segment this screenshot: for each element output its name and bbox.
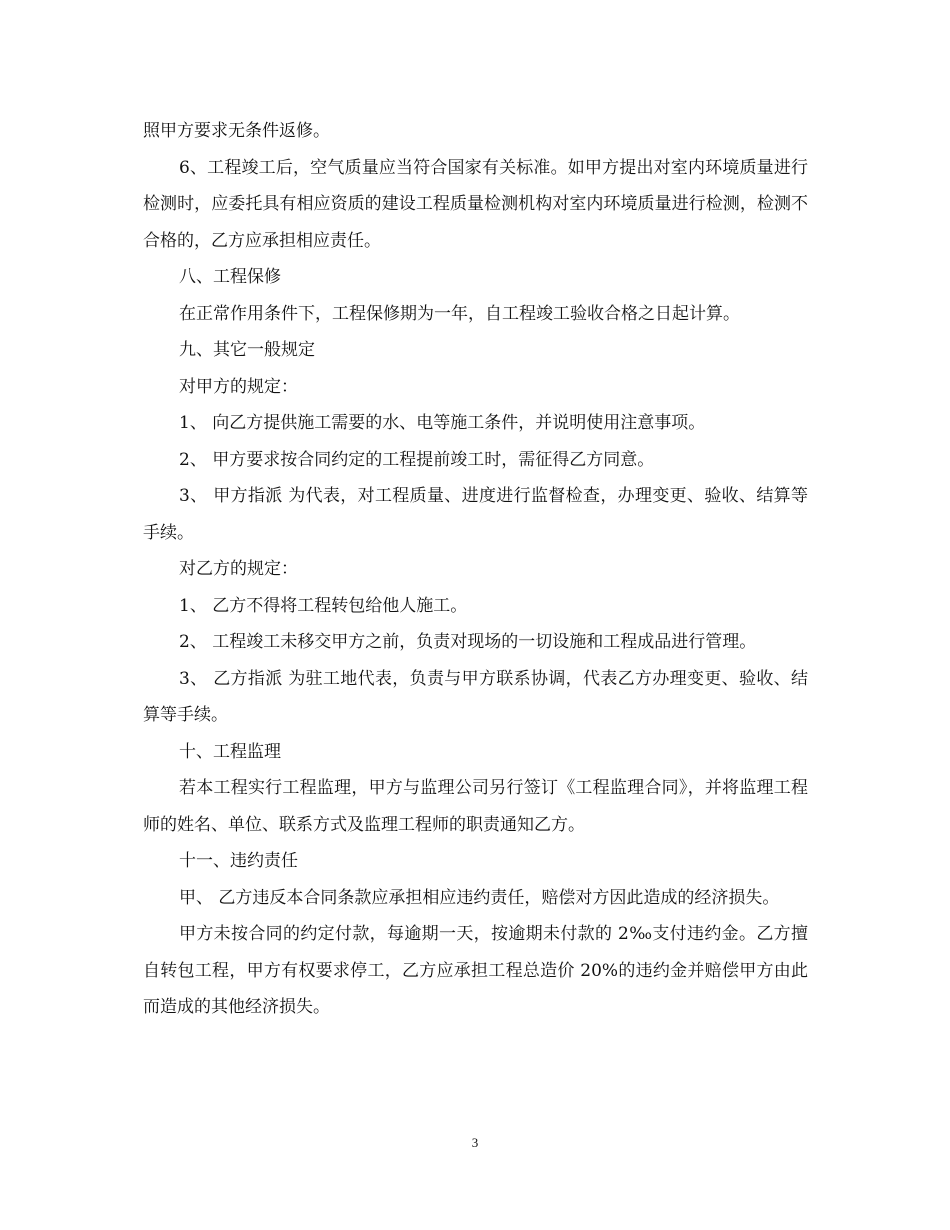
paragraph-4: 在正常作用条件下，工程保修期为一年，自工程竣工验收合格之日起计算。: [179, 303, 740, 324]
page-number: 3: [471, 1135, 479, 1150]
list-item-b3: 3、 乙方指派 为驻工地代表，负责与甲方联系协调，代表乙方办理变更、验收、结算等手续。: [143, 668, 808, 725]
subheading-party-a: 对甲方的规定：: [179, 376, 298, 397]
list-item-b1: 1、 乙方不得将工程转包给他人施工。: [179, 595, 468, 616]
paragraph-1: 照甲方要求无条件返修。: [143, 121, 330, 141]
paragraph-17: 甲、 乙方违反本合同条款应承担相应违约责任，赔偿对方因此造成的经济损失。: [179, 887, 780, 908]
paragraph-18: 甲方未按合同的约定付款，每逾期一天，按逾期未付款的 2‰支付违约金。乙方擅自转包工程，甲方有权要求停工，乙方应承担工程总造价 20%的违约金并赔偿甲方由此而造成的其他经济损失。: [143, 924, 808, 1017]
section-heading-supervision: 十、工程监理: [179, 741, 281, 762]
paragraph-15: 若本工程实行工程监理，甲方与监理公司另行签订《工程监理合同》，并将监理工程师的姓名、单位、联系方式及监理工程师的职责通知乙方。: [143, 778, 808, 835]
paragraph-2: 6、工程竣工后，空气质量应当符合国家有关标准。如甲方提出对室内环境质量进行检测时，应委托具有相应资质的建设工程质量检测机构对室内环境质量进行检测，检测不合格的，乙方应承担相应责任。: [143, 157, 808, 251]
document-body: [143, 113, 808, 1026]
subheading-party-b: 对乙方的规定：: [179, 559, 298, 579]
section-heading-warranty: 八、工程保修: [179, 267, 281, 287]
list-item-a1: 1、 向乙方提供施工需要的水、电等施工条件，并说明使用注意事项。: [179, 413, 706, 433]
section-heading-general-rules: 九、其它一般规定: [179, 340, 315, 360]
list-item-a3: 3、 甲方指派 为代表，对工程质量、进度进行监督检查，办理变更、验收、结算等手续。: [143, 486, 808, 543]
section-heading-liability: 十一、违约责任: [179, 851, 298, 871]
list-item-b2: 2、 工程竣工未移交甲方之前，负责对现场的一切设施和工程成品进行管理。: [179, 632, 757, 652]
list-item-a2: 2、 甲方要求按合同约定的工程提前竣工时，需征得乙方同意。: [179, 449, 655, 470]
